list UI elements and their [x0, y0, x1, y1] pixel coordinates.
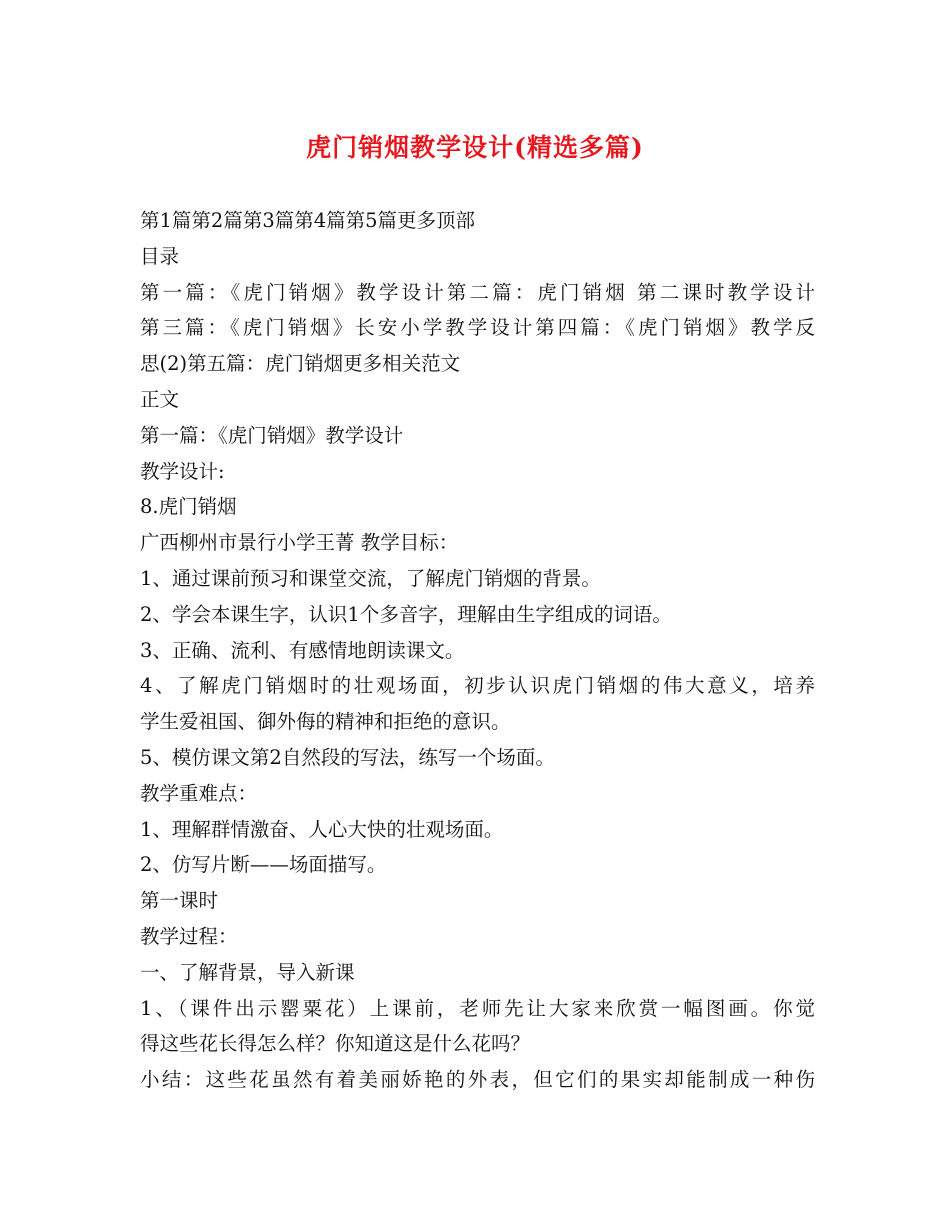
text-line: 第一篇：《虎门销烟》教学设计: [140, 423, 404, 447]
text-line: 2、仿写片断——场面描写。: [140, 853, 387, 877]
text-line-toc-links: 第1篇第2篇第3篇第4篇第5篇更多顶部: [140, 209, 476, 232]
text-line: 2、学会本课生字，认识1个多音字，理解由生字组成的词语。: [140, 602, 672, 626]
text-line: 小结：这些花虽然有着美丽娇艳的外表，但它们的果实却能制成一种伤: [140, 1068, 815, 1092]
text-line: 3、正确、流利、有感情地朗读课文。: [140, 638, 465, 662]
text-line-contents-heading: 目录: [140, 244, 180, 268]
text-line: 5、模仿课文第2自然段的写法，练写一个场面。: [140, 745, 555, 769]
document-body: [140, 203, 815, 1098]
text-line: 第一篇：《虎门销烟》教学设计第二篇：虎门销烟 第二课时教学设计: [140, 280, 815, 304]
text-line: 4、了解虎门销烟时的壮观场面，初步认识虎门销烟的伟大意义，培养: [140, 674, 815, 698]
text-line: 1、通过课前预习和课堂交流，了解虎门销烟的背景。: [140, 566, 601, 590]
text-line: 1、理解群情激奋、人心大快的壮观场面。: [140, 817, 504, 841]
text-line: 得这些花长得怎么样？你知道这是什么花吗？: [140, 1032, 531, 1056]
text-line-main-heading: 正文: [140, 387, 180, 411]
text-line: 第三篇：《虎门销烟》长安小学教学设计第四篇：《虎门销烟》教学反: [140, 316, 815, 340]
text-line: 教学设计:: [140, 459, 225, 483]
text-line: 思(2)第五篇：虎门销烟更多相关范文: [140, 352, 461, 376]
text-line: 8.虎门销烟: [140, 495, 237, 519]
text-line: 学生爱祖国、御外侮的精神和拒绝的意识。: [140, 710, 511, 734]
text-line: 教学过程：: [140, 924, 238, 948]
text-line: 1、（课件出示罂粟花）上课前，老师先让大家来欣赏一幅图画。你觉: [140, 996, 815, 1020]
text-line: 第一课时: [140, 889, 219, 913]
text-line: 教学重难点：: [140, 781, 258, 805]
text-line: 一、了解背景，导入新课: [140, 960, 355, 984]
text-line: 广西柳州市景行小学王菁 教学目标：: [140, 531, 459, 555]
document-title: 虎门销烟教学设计(精选多篇): [306, 133, 644, 162]
